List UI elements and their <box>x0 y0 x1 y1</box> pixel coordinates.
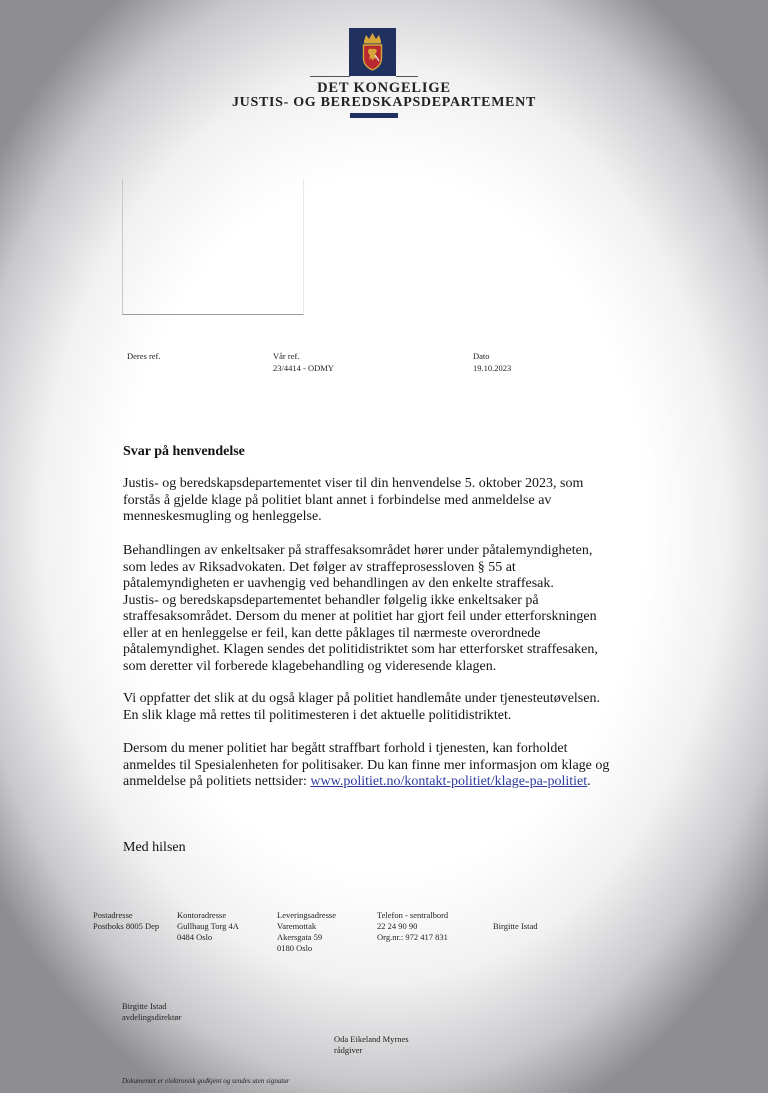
paragraph-line: En slik klage må rettes til politimesteren i det aktuelle politidistriktet. <box>123 707 512 723</box>
paragraph-line: Behandlingen av enkeltsaker på straffesaksområdet hører under påtalemyndigheten, <box>123 543 593 558</box>
deres-ref-label: Deres ref. <box>127 351 161 361</box>
telefon-label: Telefon - sentralbord <box>377 910 449 920</box>
org-number: Org.nr.: 972 417 831 <box>377 932 448 942</box>
link-prefix: anmeldelse på politiets nettsider: <box>123 774 311 789</box>
levering-label: Leveringsadresse <box>277 910 337 920</box>
footer-contact-name: Birgitte Istad <box>493 921 538 931</box>
paragraph-1 <box>123 476 648 526</box>
kontoradresse-line1: Gullhaug Torg 4A <box>177 921 239 931</box>
coat-of-arms-icon <box>349 28 396 76</box>
link-suffix: . <box>587 774 591 789</box>
signature-1-name: Birgitte Istad <box>122 1001 167 1011</box>
closing-greeting: Med hilsen <box>123 840 186 855</box>
paragraph-line: menneskesmugling og henleggelse. <box>123 509 322 524</box>
paragraph-4 <box>123 741 648 791</box>
var-ref-value: 23/4414 - ODMY <box>273 363 334 373</box>
telefon-value: 22 24 90 90 <box>377 921 418 931</box>
paragraph-line: påtalemyndighet. Klagen sendes det politidistriktet som har etterforsket straffesaken, <box>123 642 598 657</box>
signature-1-title: avdelingsdirektør <box>122 1012 182 1022</box>
var-ref-label: Vår ref. <box>273 351 300 361</box>
org-name-line1: DET KONGELIGE <box>317 80 451 96</box>
address-window <box>122 179 304 315</box>
kontoradresse-line2: 0484 Oslo <box>177 932 213 942</box>
signature-2-name: Oda Eikeland Myrnes <box>334 1034 409 1044</box>
dato-label: Dato <box>473 351 490 361</box>
footer-kontoradresse <box>177 910 239 943</box>
letter-subject: Svar på henvendelse <box>123 444 245 459</box>
dato-value: 19.10.2023 <box>473 363 512 373</box>
signature-2 <box>334 1034 409 1056</box>
org-name-line2: JUSTIS- OG BEREDSKAPSDEPARTEMENT <box>231 95 537 110</box>
paragraph-line: Dersom du mener politiet har begått straffbart forhold i tjenesten, kan forholdet <box>123 741 568 756</box>
signature-2-title: rådgiver <box>334 1045 363 1055</box>
paragraph-3 <box>123 691 648 724</box>
levering-line3: 0180 Oslo <box>277 943 313 953</box>
kontoradresse-label: Kontoradresse <box>177 910 227 920</box>
header-rule-right <box>396 76 418 77</box>
paragraph-2 <box>123 543 648 675</box>
header-accent-bar <box>350 113 398 118</box>
paragraph-line: som deretter vil forberede klagebehandling og videresende klagen. <box>123 658 497 674</box>
postadresse-value: Postboks 8005 Dep <box>93 921 160 931</box>
paragraph-line: Justis- og beredskapsdepartementet viser til din henvendelse 5. oktober 2023, som <box>123 476 584 491</box>
paragraph-line: Vi oppfatter det slik at du også klager på politiet handlemåte under tjenesteutøvelsen. <box>123 691 600 706</box>
levering-line1: Varemottak <box>277 921 317 931</box>
header-rule-left <box>310 76 350 77</box>
paragraph-line: påtalemyndigheten er uavhengig ved behandlingen av den enkelte straffesak. <box>123 576 554 591</box>
paragraph-line: straffesaksområdet. Dersom du mener at politiet har gjort feil under etterforskningen <box>123 609 597 624</box>
paragraph-line: Justis- og beredskapsdepartementet behandler følgelig ikke enkeltsaker på <box>123 592 539 608</box>
paragraph-line: som ledes av Riksadvokaten. Det følger av straffeprosessloven § 55 at <box>123 559 516 575</box>
paragraph-line: eller at en henleggelse er feil, kan dette påklages til nærmeste overordnede <box>123 625 541 641</box>
levering-line2: Akersgata 59 <box>277 932 323 942</box>
footer-leveringsadresse <box>277 910 336 954</box>
postadresse-label: Postadresse <box>93 910 133 920</box>
politiet-complaint-link[interactable]: www.politiet.no/kontakt-politiet/klage-pa-politiet <box>310 774 588 789</box>
paragraph-line: forstås å gjelde klage på politiet blant annet i forbindelse med anmeldelse av <box>123 492 552 508</box>
footer-telefon <box>377 910 448 943</box>
paragraph-line <box>123 774 648 791</box>
signature-1 <box>122 1001 181 1023</box>
electronic-approval-notice: Dokumentet er elektronisk godkjent og sendes uten signatur <box>122 1077 290 1085</box>
paragraph-line: anmeldes til Spesialenheten for politisaker. Du kan finne mer informasjon om klage og <box>123 757 610 773</box>
footer-postadresse <box>93 910 159 932</box>
